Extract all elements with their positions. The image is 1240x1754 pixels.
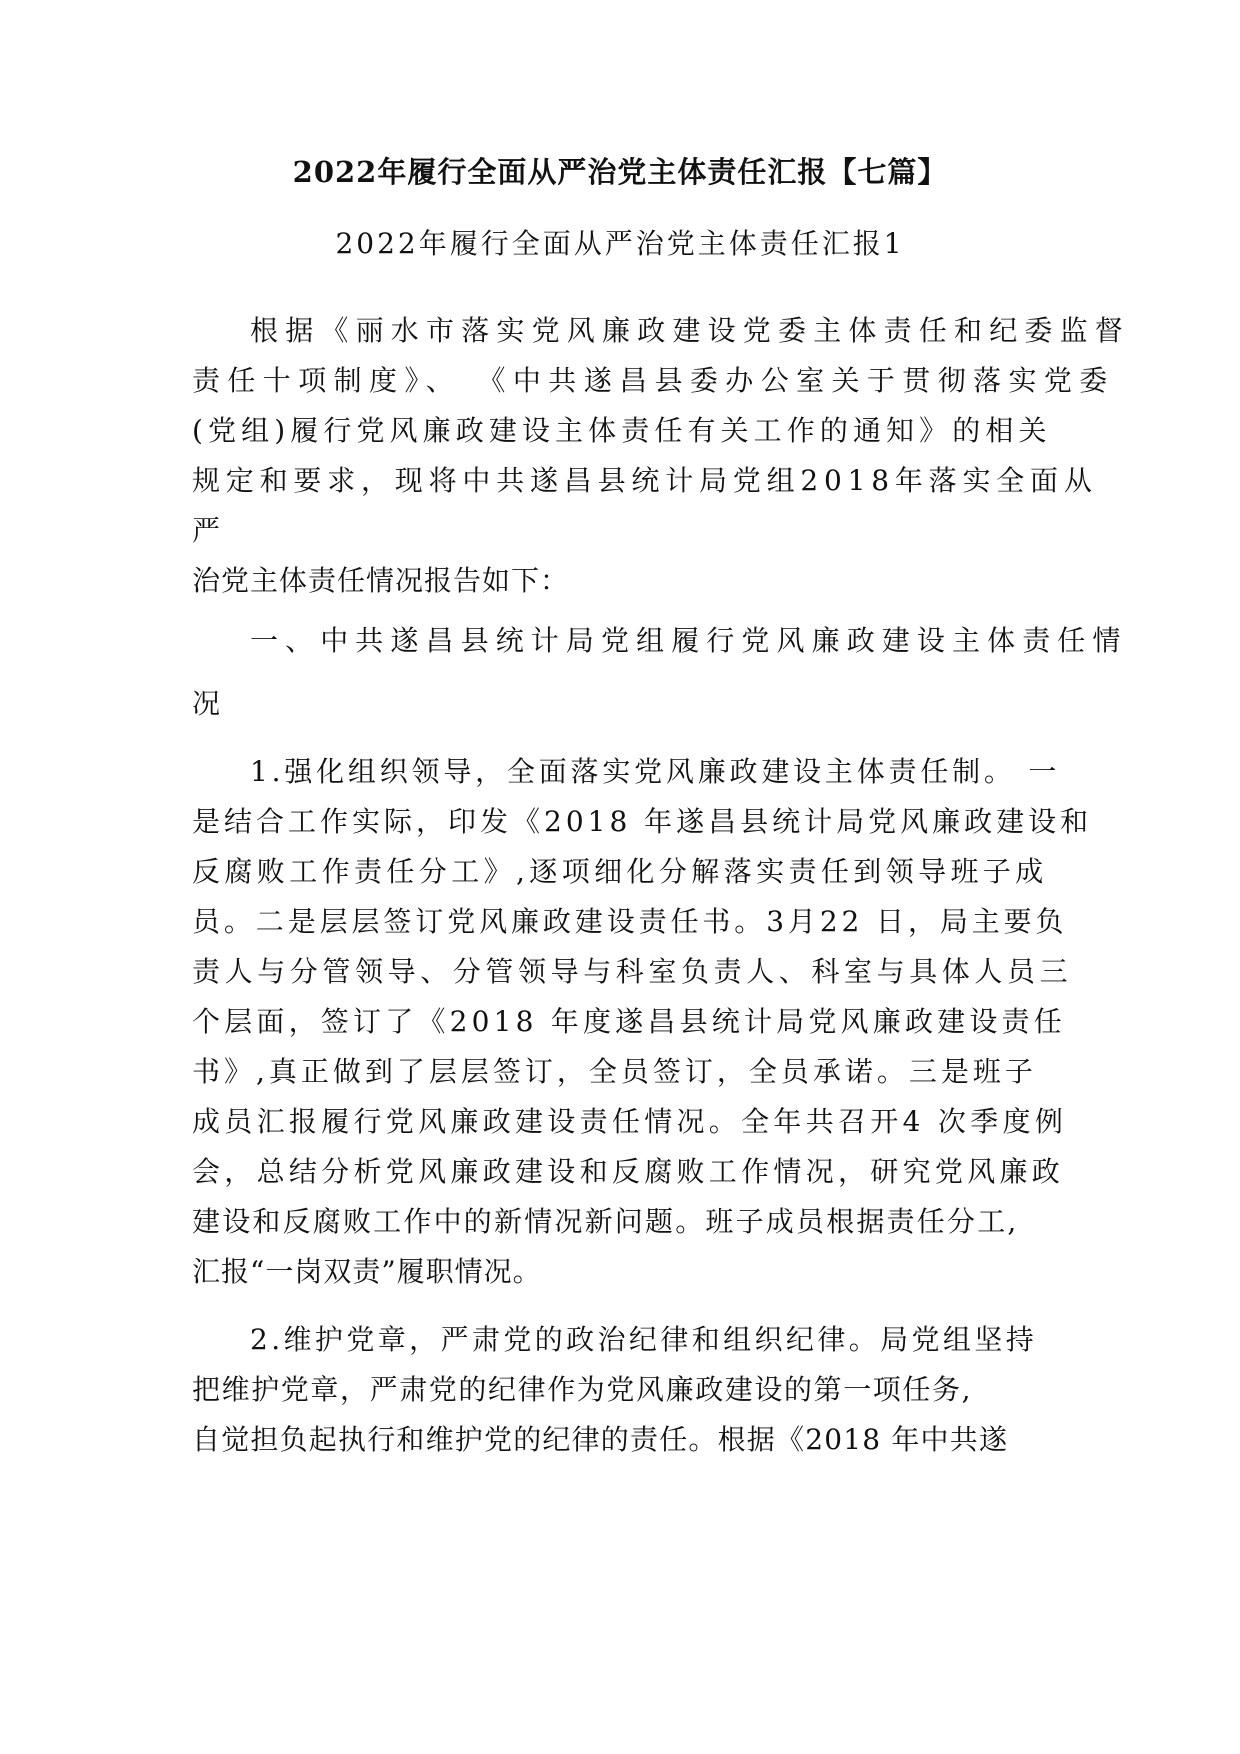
body-line: 汇报“一岗双责”履职情况。: [192, 1255, 542, 1288]
body-line: 责任十项制度》、 《中共遂昌县委办公室关于贯彻落实党委: [192, 364, 1115, 397]
body-line: 建设和反腐败工作中的新情况新问题。班子成员根据责任分工,: [192, 1205, 1019, 1238]
body-line: 书》,真正做到了层层签订，全员签订，全员承诺。三是班子: [192, 1055, 1037, 1088]
body-line: 员。二是层层签订党风廉政建设责任书。3月22 日，局主要负: [192, 905, 1068, 938]
body-line: 会，总结分析党风廉政建设和反腐败工作情况，研究党风廉政: [192, 1155, 1065, 1188]
body-line: 2.维护党章，严肃党的政治纪律和组织纪律。局党组坚持: [250, 1323, 1038, 1356]
document-subtitle: 2022年履行全面从严治党主体责任汇报1: [335, 227, 905, 260]
body-line: 反腐败工作责任分工》,逐项细化分解落实责任到领导班子成: [192, 855, 1048, 888]
body-line: 个层面，签订了《2018 年度遂昌县统计局党风廉政建设责任: [192, 1005, 1066, 1038]
body-line: 成员汇报履行党风廉政建设责任情况。全年共召开4 次季度例: [192, 1105, 1068, 1138]
body-line: 况: [192, 687, 221, 720]
body-line: 根据《丽水市落实党风廉政建设党委主体责任和纪委监督: [250, 314, 1131, 347]
body-line: 严: [192, 514, 221, 547]
body-line: 自觉担负起执行和维护党的纪律的责任。根据《2018 年中共遂: [192, 1423, 1009, 1456]
body-line: 把维护党章，严肃党的纪律作为党风廉政建设的第一项任务,: [192, 1373, 973, 1406]
body-line: (党组)履行党风廉政建设主体责任有关工作的通知》的相关: [192, 414, 1052, 447]
body-line: 是结合工作实际，印发《2018 年遂昌县统计局党风廉政建设和: [192, 805, 1093, 838]
body-line: 责人与分管领导、分管领导与科室负责人、科室与具体人员三: [192, 955, 1073, 988]
document-title: 2022年履行全面从严治党主体责任汇报【七篇】: [292, 155, 948, 189]
body-line: 治党主体责任情况报告如下：: [192, 564, 570, 597]
body-line: 1.强化组织领导，全面落实党风廉政建设主体责任制。 一: [250, 755, 1061, 788]
body-line: 规定和要求，现将中共遂昌县统计局党组2018年落实全面从: [192, 464, 1098, 497]
body-line: 一、中共遂昌县统计局党组履行党风廉政建设主体责任情: [250, 624, 1128, 657]
